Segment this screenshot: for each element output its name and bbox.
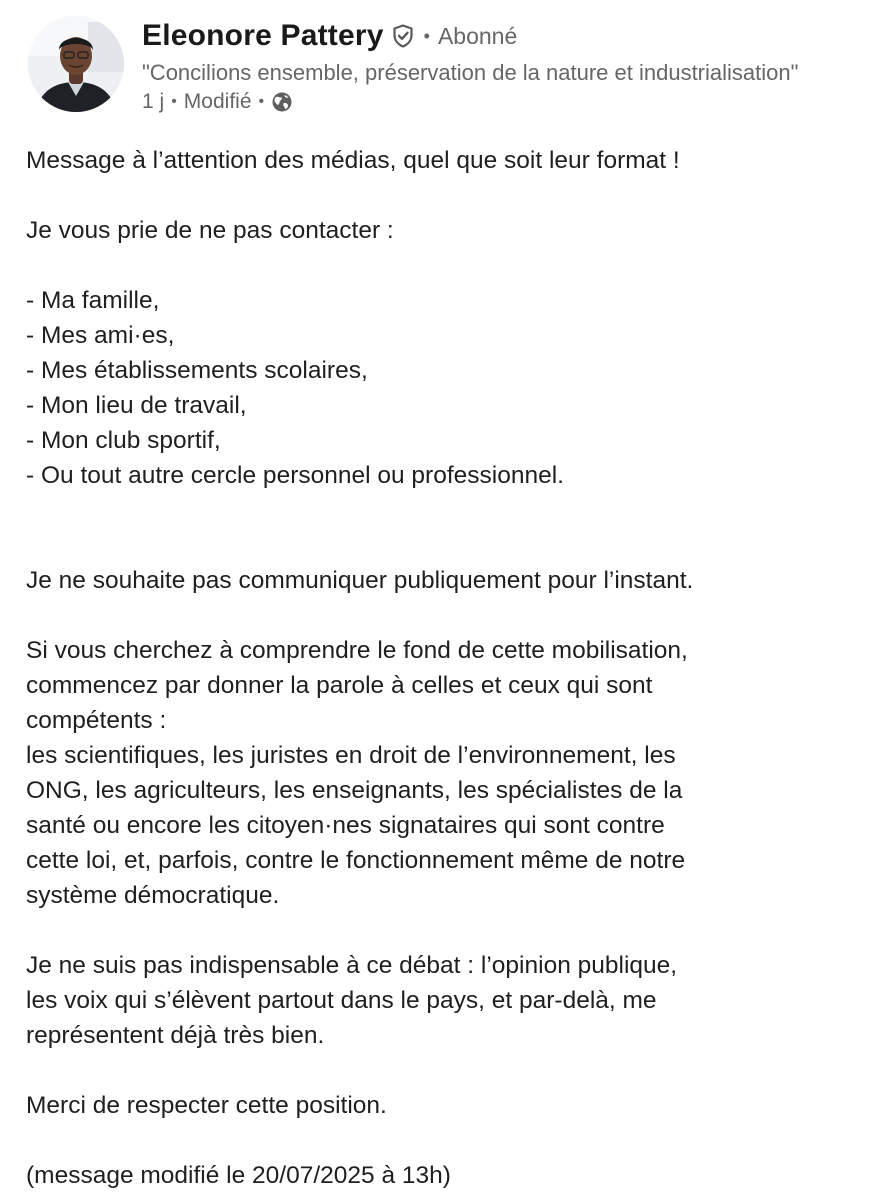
list-item: - Mes ami·es, (26, 322, 175, 349)
paragraph-line: les voix qui s’élèvent partout dans le pays, et par-delà, me (26, 987, 657, 1014)
paragraph-line: Si vous cherchez à comprendre le fond de cette mobilisation, (26, 637, 688, 664)
list-item: - Mes établissements scolaires, (26, 357, 368, 384)
author-info (142, 16, 882, 116)
author-name-row (142, 16, 882, 56)
separator-dot: • (423, 25, 430, 46)
paragraph-line: commencez par donner la parole à celles et ceux qui sont (26, 672, 653, 699)
paragraph-line: cette loi, et, parfois, contre le fonctionnement même de notre (26, 847, 686, 874)
separator-dot: • (258, 93, 265, 110)
profile-photo (28, 16, 124, 112)
paragraph-line: système démocratique. (26, 882, 280, 909)
post-age: 1 j (142, 90, 165, 113)
list-item: - Ou tout autre cercle personnel ou professionnel. (26, 462, 564, 489)
post-header (0, 0, 893, 130)
paragraph-line: ONG, les agriculteurs, les enseignants, les spécialistes de la (26, 777, 683, 804)
list-item: - Mon lieu de travail, (26, 392, 247, 419)
post-text (26, 143, 876, 1193)
author-avatar[interactable] (28, 16, 124, 112)
globe-icon (271, 91, 293, 113)
author-name[interactable]: Eleonore Pattery (142, 19, 384, 52)
post-meta (142, 88, 882, 116)
paragraph-line: Je ne suis pas indispensable à ce débat : l’opinion publique, (26, 952, 678, 979)
paragraph-line: les scientifiques, les juristes en droit de l’environnement, les (26, 742, 676, 769)
paragraph-line: compétents : (26, 707, 167, 734)
post-statement: Je ne souhaite pas communiquer publiquement pour l’instant. (26, 567, 694, 594)
verified-shield-icon (392, 24, 414, 48)
list-item: - Ma famille, (26, 287, 160, 314)
paragraph-line: santé ou encore les citoyen·nes signataires qui sont contre (26, 812, 665, 839)
post-request: Je vous prie de ne pas contacter : (26, 217, 394, 244)
post-intro: Message à l’attention des médias, quel que soit leur format ! (26, 147, 680, 174)
follow-status[interactable]: Abonné (437, 22, 518, 49)
author-headline: "Concilions ensemble, préservation de la nature et industrialisation" (142, 60, 799, 85)
edited-label: Modifié (183, 90, 252, 113)
paragraph-line: représentent déjà très bien. (26, 1022, 325, 1049)
separator-dot: • (171, 93, 177, 110)
list-item: - Mon club sportif, (26, 427, 221, 454)
edit-note: (message modifié le 20/07/2025 à 13h) (26, 1162, 451, 1189)
contact-exclusion-list (26, 283, 876, 493)
post-paragraph-1 (26, 633, 876, 913)
post-paragraph-2 (26, 948, 876, 1053)
post-closing: Merci de respecter cette position. (26, 1092, 387, 1119)
